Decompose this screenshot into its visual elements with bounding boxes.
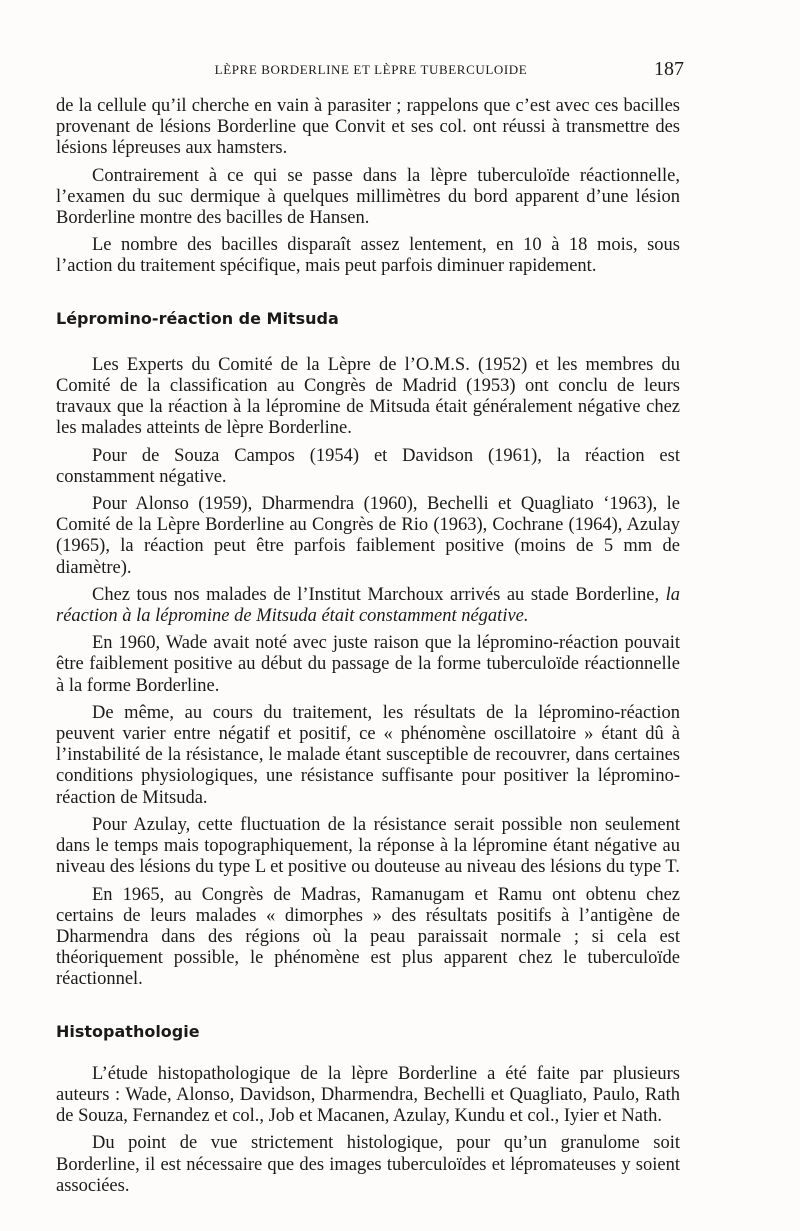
section-heading-mitsuda: Lépromino-réaction de Mitsuda	[56, 308, 339, 328]
paragraph-5: Pour de Souza Campos (1954) et Davidson (1961), la réaction est constamment négative.	[56, 445, 680, 487]
paragraph-10: Pour Azulay, cette fluctuation de la résistance serait possible non seulement dans le temps mais topographiquement, la réponse à la lépromine étant négative au niveau des lésions du type L et positive ou douteuse au niveau des lésions du type T.	[56, 814, 680, 878]
paragraph-13: Du point de vue strictement histologique, pour qu’un granulome soit Borderline, il est nécessaire que des images tuberculoïdes et lépromateuses y soient associées.	[56, 1133, 680, 1196]
page-number: 187	[654, 58, 684, 80]
paragraph-8: En 1960, Wade avait noté avec juste raison que la lépromino-réaction pouvait être faiblement positive au début du passage de la forme tuberculoïde réactionnelle à la forme Borderline.	[56, 633, 680, 696]
running-title: LÈPRE BORDERLINE ET LÈPRE TUBERCULOIDE	[214, 62, 528, 77]
paragraph-4: Les Experts du Comité de la Lèpre de l’O.M.S. (1952) et les membres du Comité de la classification au Congrès de Madrid (1953) ont conclu de leurs travaux que la réaction à la lépromine de Mitsuda était généralement négative chez les malades atteints de lèpre Borderline.	[56, 354, 680, 439]
paragraph-1: de la cellule qu’il cherche en vain à parasiter ; rappelons que c’est avec ces bacilles provenant de lésions Borderline que Convit et ses col. ont réussi à transmettre des lésions lépreuses aux hamsters.	[56, 96, 680, 159]
paragraph-11: En 1965, au Congrès de Madras, Ramanugam et Ramu ont obtenu chez certains de leurs malades « dimorphes » des résultats positifs à l’antigène de Dharmendra dans des régions où la peau paraissait normale ; si cela est théoriquement possible, le phénomène est plus apparent chez le tuberculoïde réactionnel.	[56, 884, 680, 990]
paragraph-7-italic: la réaction à la lépromine de Mitsuda était constamment négative.	[56, 584, 681, 627]
section-heading-histopathologie: Histopathologie	[56, 1021, 200, 1041]
paragraph-6: Pour Alonso (1959), Dharmendra (1960), Bechelli et Quagliato ‘1963), le Comité de la Lèpre Borderline au Congrès de Rio (1963), Cochrane (1964), Azulay (1965), la réaction peut être parfois faiblement positive (moins de 5 mm de diamètre).	[56, 494, 680, 578]
paragraph-7-text: Chez tous nos malades de l’Institut Marchoux arrivés au stade Borderline,	[92, 584, 660, 605]
page-body	[56, 96, 680, 1203]
paragraph-9: De même, au cours du traitement, les résultats de la lépromino-réaction peuvent varier entre négatif et positif, ce « phénomène oscillatoire » étant dû à l’instabilité de la résistance, le malade étant susceptible de recouvrer, dans certaines conditions physiologiques, une résistance suffisante pour positiver la lépromino-réaction de Mitsuda.	[56, 702, 680, 808]
paragraph-12: L’étude histopathologique de la lèpre Borderline a été faite par plusieurs auteurs : Wade, Alonso, Davidson, Dharmendra, Bechelli et Quagliato, Paulo, Rath de Souza, Fernandez et col., Job et Macanen, Azulay, Kundu et col., Iyier et Nath.	[56, 1063, 680, 1127]
paragraph-2: Contrairement à ce qui se passe dans la lèpre tuberculoïde réactionnelle, l’examen du suc dermique à quelques millimètres du bord apparent d’une lésion Borderline montre des bacilles de Hansen.	[56, 165, 680, 229]
paragraph-3: Le nombre des bacilles disparaît assez lentement, en 10 à 18 mois, sous l’action du traitement spécifique, mais peut parfois diminuer rapidement.	[56, 235, 680, 277]
paragraph-7	[56, 585, 680, 627]
